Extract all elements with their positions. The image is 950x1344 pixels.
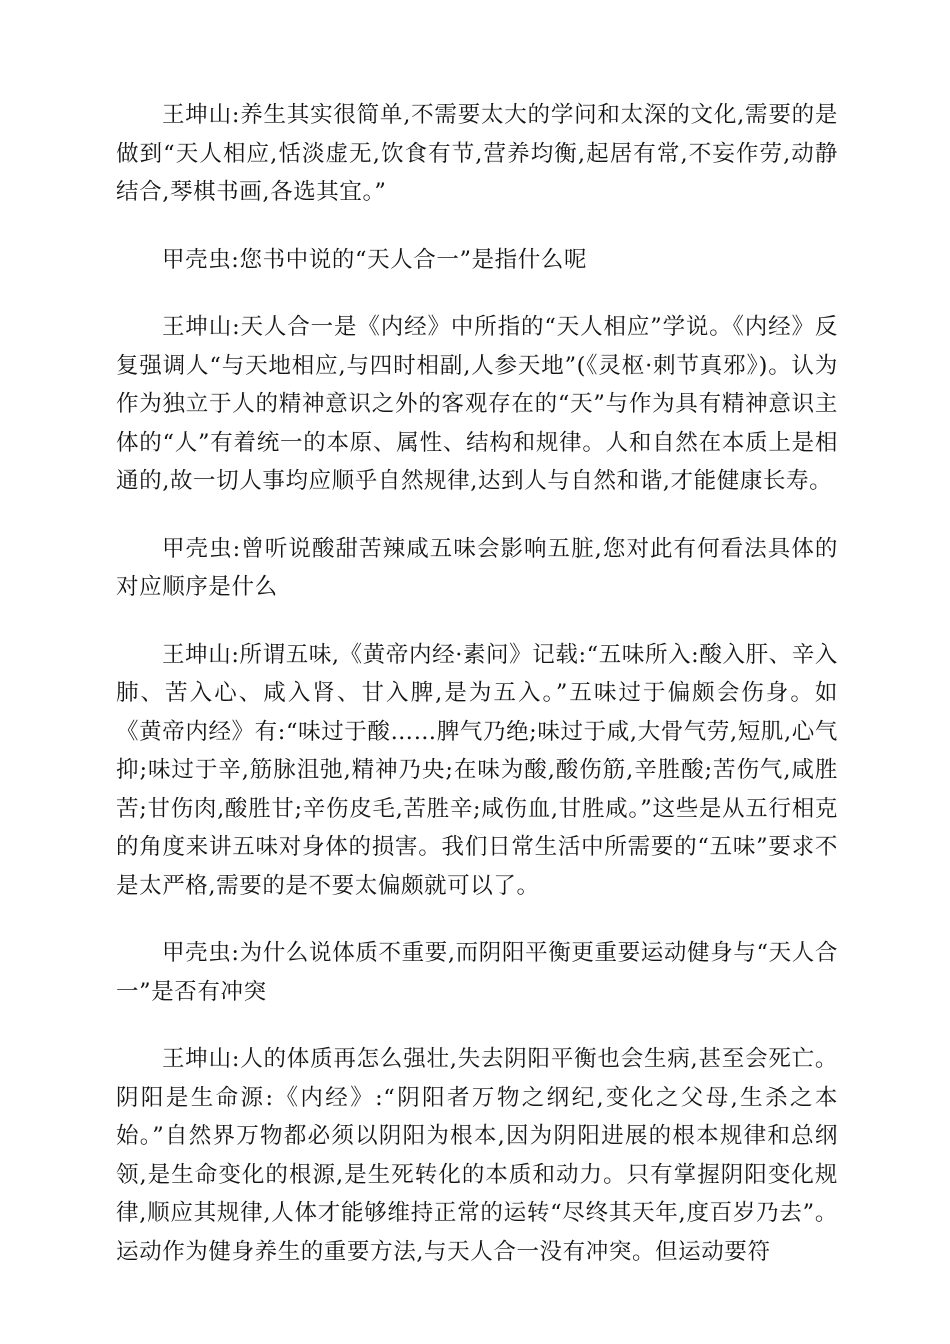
paragraph-question-2: 甲壳虫:曾听说酸甜苦辣咸五味会影响五脏,您对此有何看法具体的对应顺序是什么: [116, 535, 838, 600]
interview-body: [116, 96, 838, 1300]
paragraph-question-1: 甲壳虫:您书中说的“天人合一”是指什么呢: [162, 246, 588, 273]
paragraph-answer-1: 王坤山:养生其实很简单,不需要太大的学问和太深的文化,需要的是做到“天人相应,恬淡虚无,饮食有节,营养均衡,起居有常,不妄作劳,动静结合,琴棋书画,各选其宜。”: [116, 102, 838, 205]
paragraph-answer-4: 王坤山:人的体质再怎么强壮,失去阴阳平衡也会生病,甚至会死亡。阴阳是生命源:《内经》:“阴阳者万物之纲纪,变化之父母,生杀之本始。”自然界万物都必须以阴阳为根本,因为阴阳进展的根本规律和总纲领,是生命变化的根源,是生死转化的本质和动力。只有掌握阴阳变化规律,顺应其规律,人体才能够维持正常的运转“尽终其天年,度百岁乃去”。运动作为健身养生的重要方法,与天人合一没有冲突。但运动要符: [116, 1046, 838, 1265]
paragraph-question-3: 甲壳虫:为什么说体质不重要,而阴阳平衡更重要运动健身与“天人合一”是否有冲突: [116, 940, 838, 1005]
paragraph-answer-3: 王坤山:所谓五味,《黄帝内经·素问》记载:“五味所入:酸入肝、辛入肺、苦入心、咸入肾、甘入脾,是为五入。”五味过于偏颇会伤身。如《黄帝内经》有:“味过于酸……脾气乃绝;味过于咸,大骨气劳,短肌,心气抑;味过于辛,筋脉沮弛,精神乃央;在味为酸,酸伤筋,辛胜酸;苦伤气,咸胜苦;甘伤肉,酸胜甘;辛伤皮毛,苦胜辛;咸伤血,甘胜咸。”这些是从五行相克的角度来讲五味对身体的损害。我们日常生活中所需要的“五味”要求不是太严格,需要的是不要太偏颇就可以了。: [116, 641, 838, 899]
paragraph-answer-2: 王坤山:天人合一是《内经》中所指的“天人相应”学说。《内经》反复强调人“与天地相应,与四时相副,人参天地”(《灵枢·刺节真邪》)。认为作为独立于人的精神意识之外的客观存在的“天”与作为具有精神意识主体的“人”有着统一的本原、属性、结构和规律。人和自然在本质上是相通的,故一切人事均应顺乎自然规律,达到人与自然和谐,才能健康长寿。: [116, 314, 838, 494]
